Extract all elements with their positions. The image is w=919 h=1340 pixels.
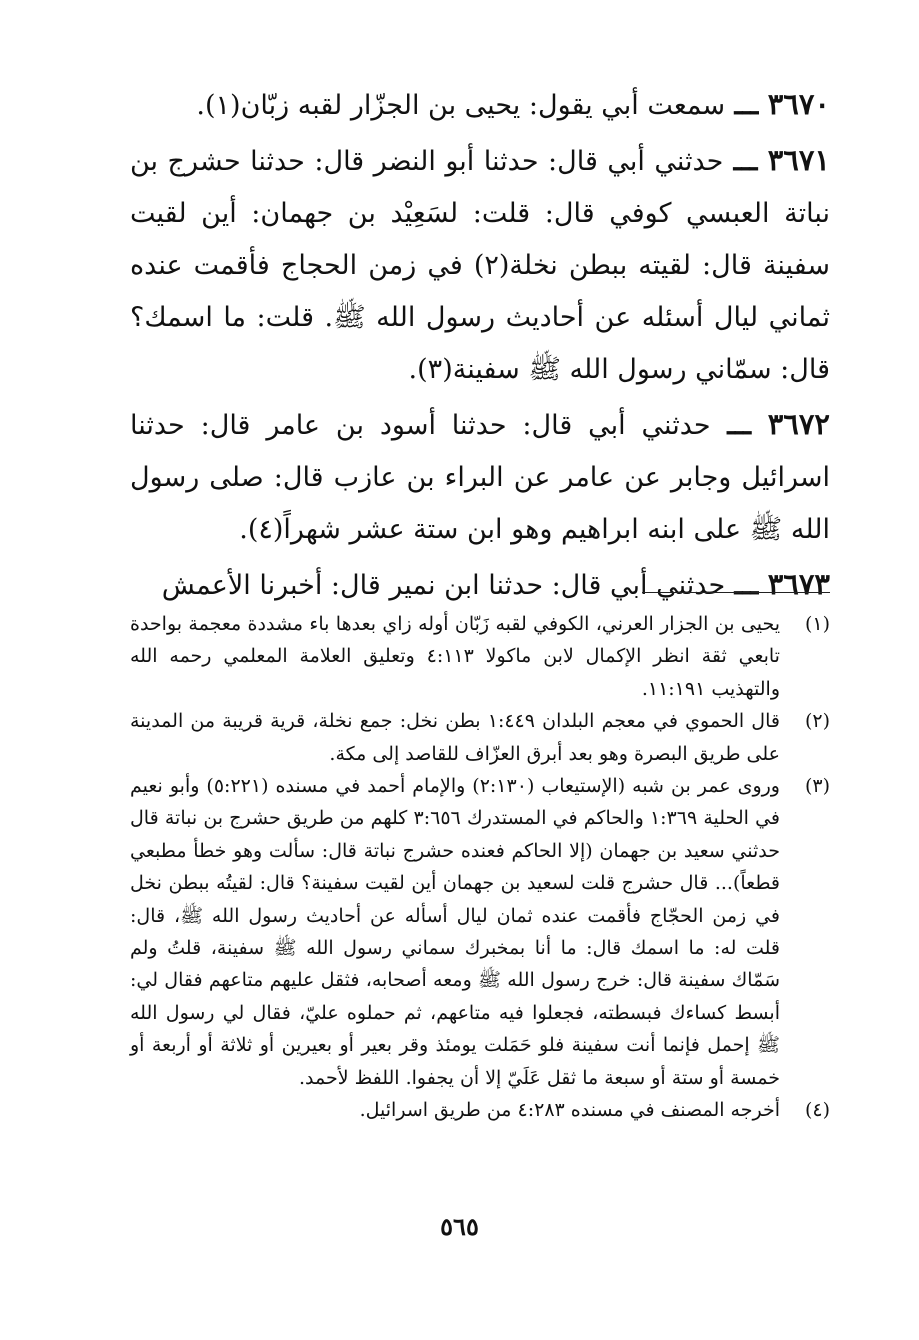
footnote-2 [130,705,830,770]
footnote-label: (١) [804,613,830,635]
entry-text: حدثني أبي قال: حدثنا ابن نمير قال: أخبرنا الأعمش [161,570,726,601]
hadith-entry-3672 [130,398,830,556]
footnote-text: وروى عمر بن شبه (الإستيعاب (٢:١٣٠) والإمام أحمد في مسنده (٥:٢٢١) وأبو نعيم في الحلية ١:٣٦٩ والحاكم في المستدرك ٣:٦٥٦ كلهم من طريق حشرج بن نباتة قال حدثني سعيد بن جهمان (إلا الحاكم فعنده حشرج نباتة قال: سألت وهو خطأ مطبعي قطعاً)... قال حشرج قلت لسعيد بن جهمان أين لقيت سفينة؟ قال: لقيتُه ببطن نخل في زمن الحجّاج فأقمت عنده ثمان ليال أسأله عن أحاديث رسول الله ﷺ، قال: قلت له: ما اسمك قال: ما أنا بمخبرك سماني رسول الله ﷺ سفينة، قلتُ ولم سَمّاك سفينة قال: خرج رسول الله ﷺ ومعه أصحابه، فثقل عليهم متاعهم فقال لي: أبسط كساءك فبسطته، فجعلوا فيه متاعهم، ثم حملوه عليّ، فقال لي رسول الله ﷺ إحمل فإنما أنت سفينة فلو حَمَلت يومئذ وقر بعير أو بعيرين أو ثلاثة أو أربعة أو خمسة أو ستة أو سبعة ما ثقل عَلَيّ إلا أن يجفوا. اللفظ لأحمد. [130,775,780,1089]
entry-text: حدثني أبي قال: حدثنا أبو النضر قال: حدثنا حشرج بن نباتة العبسي كوفي قال: قلت: لسَعِيْد بن جهمان: أين لقيت سفينة قال: لقيته ببطن نخلة(٢) في زمن الحجاج فأقمت عنده ثماني ليال أسئله عن أحاديث رسول الله ﷺ. قلت: ما اسمك؟ قال: سمّاني رسول الله ﷺ سفينة(٣). [130,146,831,385]
footnote-3 [130,770,830,1094]
hadith-entry-3670 [130,78,830,132]
main-text [130,78,830,614]
footnote-divider [642,592,830,593]
entry-dash: ـــ [725,570,768,601]
hadith-entry-3671 [130,134,830,396]
footnote-text: يحيى بن الجزار العرني، الكوفي لقبه زَبّان أوله زاي بعدها باء مشددة معجمة بواحدة تابعي ثقة انظر الإكمال لابن ماكولا ٤:١١٣ وتعليق العلامة المعلمي رحمه الله والتهذيب ١١:١٩١. [130,613,780,700]
hadith-entry-3673 [130,558,830,612]
entry-number: ٣٦٧٣ [767,567,830,601]
entry-text: سمعت أبي يقول: يحيى بن الجزّار لقبه زبّان(١). [196,90,726,121]
footnote-label: (٢) [804,710,830,733]
footnote-text: قال الحموي في معجم البلدان ١:٤٤٩ بطن نخل: جمع نخلة، قرية قريبة من المدينة على طريق البصرة وهو بعد أبرق العزّاف للقاصد إلى مكة. [130,710,780,765]
entry-number: ٣٦٧٢ [767,407,830,441]
footnote-text: أخرجه المصنف في مسنده ٤:٢٨٣ من طريق اسرائيل. [359,1099,780,1122]
footnotes [130,608,830,1127]
entry-number: ٣٦٧١ [767,143,831,177]
entry-number: ٣٦٧٠ [767,87,830,121]
footnote-1 [130,608,830,705]
footnote-label: (٣) [804,775,830,798]
footnote-4 [130,1094,830,1126]
page-number: ٥٦٥ [440,1212,479,1241]
entry-text: حدثني أبي قال: حدثنا أسود بن عامر قال: حدثنا اسرائيل وجابر عن عامر عن البراء بن عازب قال: صلى رسول الله ﷺ على ابنه ابراهيم وهو ابن ستة عشر شهراً(٤). [130,410,830,545]
footnote-label: (٤) [804,1099,830,1122]
entry-dash: ـــ [710,410,768,441]
entry-dash: ـــ [723,146,768,177]
entry-dash: ـــ [725,90,768,121]
